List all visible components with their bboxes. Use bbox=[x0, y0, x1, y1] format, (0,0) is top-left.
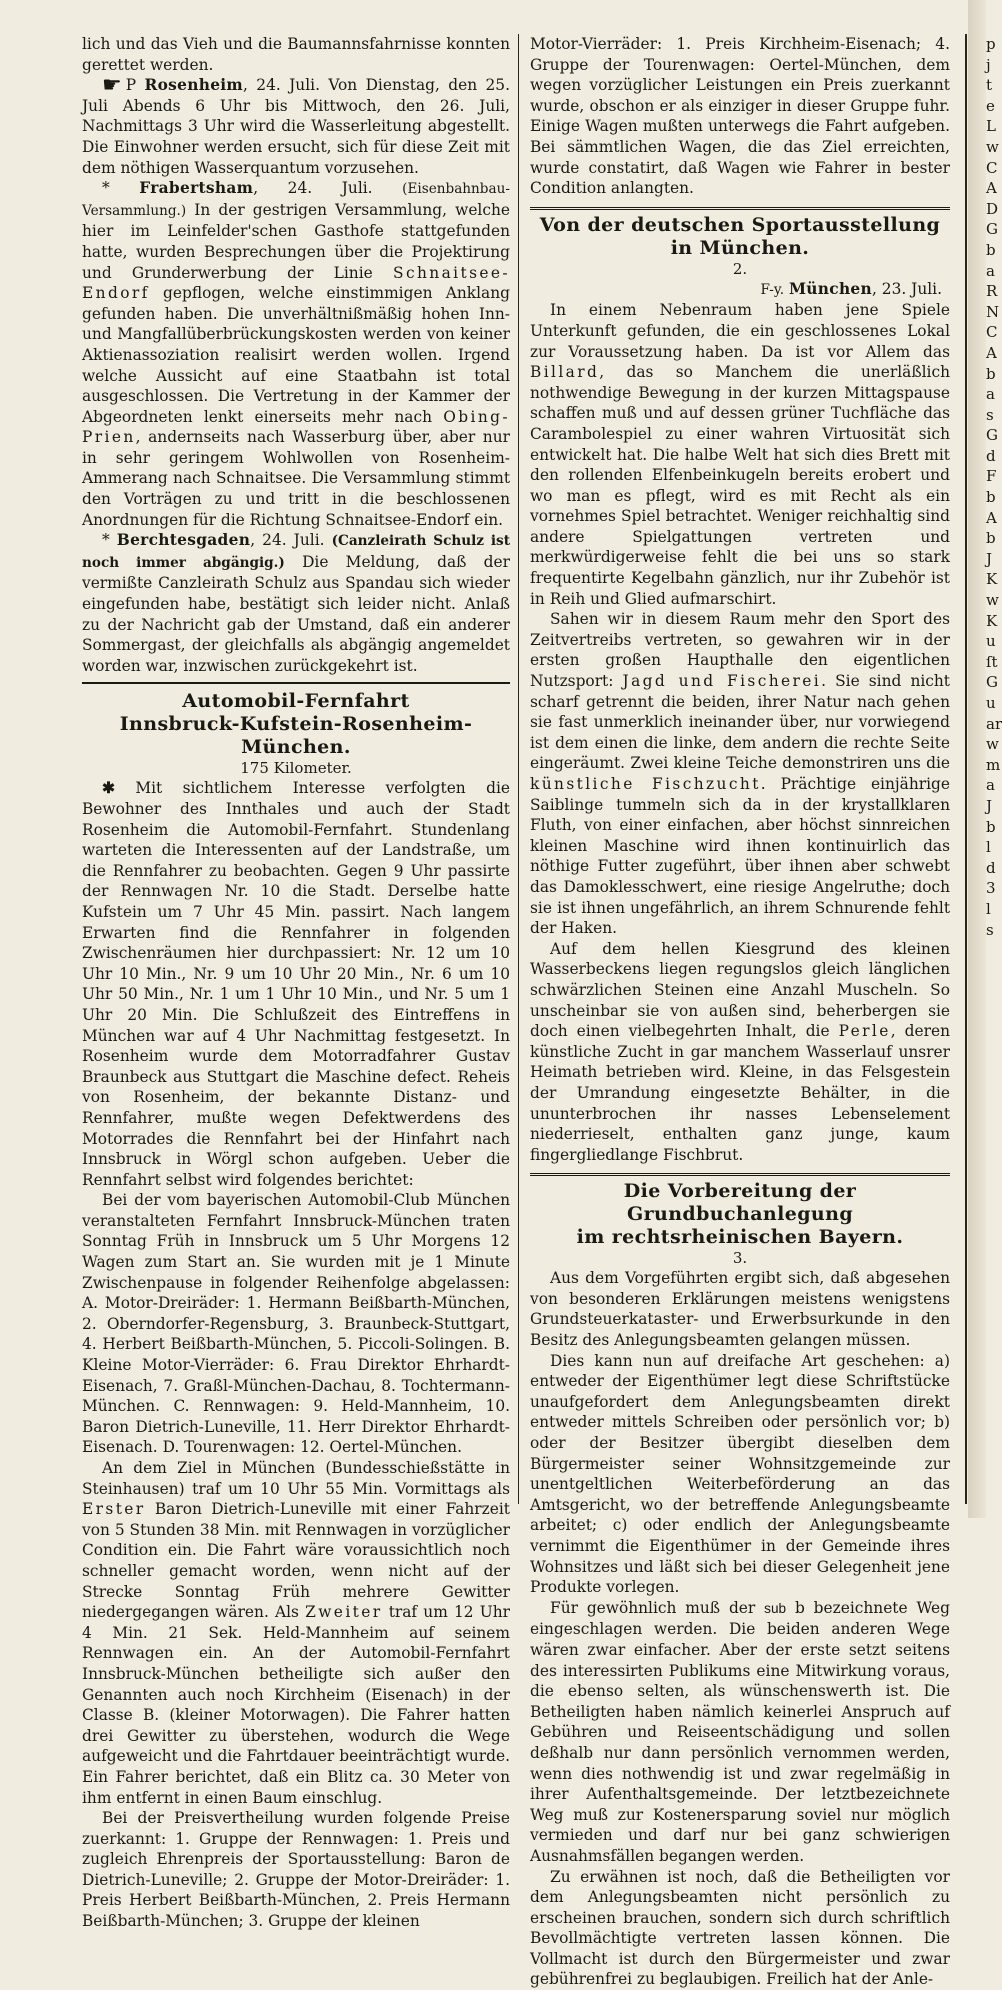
auto-headline-2: Innsbruck-Kufstein-Rosenheim-München. bbox=[82, 713, 510, 759]
cut-off-line: F bbox=[986, 466, 1000, 487]
grund-headline-2: im rechtsrheinischen Bayern. bbox=[530, 1226, 950, 1249]
perle-term: Perle bbox=[839, 1022, 891, 1040]
cut-off-line: b bbox=[986, 817, 1000, 838]
intro-fragment: lich und das Vieh und die Baumannsfahrnisse konnten gerettet werden. bbox=[82, 34, 510, 75]
grund-p3-a: Für gewöhnlich muß der bbox=[550, 1599, 755, 1617]
cut-off-line: K bbox=[986, 611, 1000, 632]
grund-p3-b: b bezeichnete Weg eingeschlagen werden. Die beiden anderen Wege wären zwar einfacher. Aber der erste setzt seitens des interessirten Publikums eine Mitwirkung voraus, die ebenso selten, als wünschenswerth ist. Die Betheiligten haben nämlich keinerlei Anspruch auf Gebühren und Reiseentschädigung und sollen deßhalb nur dann persönlich vernommen werden, wenn dies nothwendig ist und zwar regelmäßig in ihrer Aufenthaltsgemeinde. Der letztbezeichnete Weg muß zur Kostenersparung soviel nur möglich vermieden und darf nur bei ganz schwierigen Ausnahmsfällen begangen werden. bbox=[530, 1599, 950, 1865]
cut-off-line: m bbox=[986, 755, 1000, 776]
cut-off-line: A bbox=[986, 178, 1000, 199]
frabertsham-topic: (Eisenbahnbau-Versammlung.) bbox=[82, 181, 510, 219]
billard-term: Billard bbox=[530, 363, 599, 381]
cut-off-line: 3 bbox=[986, 878, 1000, 899]
cut-off-line: J bbox=[986, 796, 1000, 817]
place-rosenheim: Rosenheim bbox=[145, 76, 244, 94]
grund-paragraph-2: Dies kann nun auf dreifache Art geschehen: a) entweder der Eigenthümer legt diese Schriftstücke unaufgefordert dem Anlegungsbeamten direkt entweder mittels Schreiben oder persönlich vor; b) oder der Besitzer übergibt dieselben dem Bürgermeister seiner Wohnsitzgemeinde zur unentgeltlichen Weiterbeförderung an das Amtsgericht, wo der betreffende Anlegungsbeamte arbeitet; c) oder endlich der Anlegungsbeamte vernimmt die Eigenthümer in der Gemeinde ihres Wohnsitzes und läßt sich bei dieser Gelegenheit jene Produkte vorlegen. bbox=[530, 1351, 950, 1598]
cut-off-line: b bbox=[986, 528, 1000, 549]
cut-off-line: d bbox=[986, 858, 1000, 879]
byline-prefix: F-y. bbox=[760, 282, 784, 298]
cut-off-column bbox=[986, 34, 1000, 940]
sport-headline-1: Von der deutschen Sportausstellung bbox=[530, 214, 950, 237]
auto-p3-c: traf um 12 Uhr 4 Min. 21 Sek. Held-Mannheim auf seinem Rennwagen ein. An der Automobil-Fernfahrt Innsbruck-München betheiligte sich außer den Genannten auch noch Kirchheim (Eisenach) in der Classe B. (kleiner Motorwagen). Die Fahrer hatten drei Gewitter zu überstehen, wodurch die Wege aufgeweicht und die Fahrtdauer beeinträchtigt wurde. Ein Fahrer berichtet, daß ein Blitz ca. 30 Meter von ihm entfernt in einen Baum einschlug. bbox=[82, 1603, 510, 1806]
auto-distance: 175 Kilometer. bbox=[82, 759, 510, 778]
cut-off-line: l bbox=[986, 899, 1000, 920]
line-obing-prien: Obing-Prien bbox=[82, 408, 510, 447]
cut-off-line: a bbox=[986, 775, 1000, 796]
section-divider bbox=[530, 1173, 950, 1176]
notice-prefix: * bbox=[102, 531, 110, 549]
sport-p2-b: . Sie sind nicht scharf getrennt die beiden, ihrer Natur nach gehen sie fast unmerklich ineinander über, nur vorwiegend ist dem einen die linke, dem andern die rechte Seite eingeräumt. Zwei kleine Teiche demonstriren uns die bbox=[530, 672, 950, 772]
cut-off-line: A bbox=[986, 508, 1000, 529]
first-place-label: Erster bbox=[82, 1500, 146, 1518]
notice-prefix: P bbox=[126, 76, 136, 94]
cut-off-line: s bbox=[986, 405, 1000, 426]
fischzucht-term: künstliche Fischzucht bbox=[530, 775, 761, 793]
cut-off-line: ſt bbox=[986, 652, 1000, 673]
sub-term: sub bbox=[764, 1601, 786, 1616]
place-berchtesgaden: Berchtesgaden bbox=[117, 531, 250, 549]
berchtesgaden-topic: (Canzleirath Schulz ist noch immer abgängig.) bbox=[82, 533, 510, 571]
cut-off-line: J bbox=[986, 549, 1000, 570]
cut-off-line: d bbox=[986, 446, 1000, 467]
pointing-hand-icon: ☛ bbox=[102, 73, 122, 98]
cut-off-line: G bbox=[986, 219, 1000, 240]
sport-byline bbox=[530, 279, 950, 301]
sport-part-number: 2. bbox=[530, 260, 950, 279]
section-divider bbox=[530, 207, 950, 210]
cut-off-line: w bbox=[986, 137, 1000, 158]
berchtesgaden-date: , 24. Juli. bbox=[250, 531, 324, 549]
cut-off-line: s bbox=[986, 920, 1000, 941]
grund-part-number: 3. bbox=[530, 1249, 950, 1268]
grund-headline-1: Die Vorbereitung der Grundbuchanlegung bbox=[530, 1180, 950, 1226]
sport-paragraph-3 bbox=[530, 939, 950, 1166]
grund-paragraph-1: Aus dem Vorgeführten ergibt sich, daß abgesehen von besonderen Erklärungen meistens wenigstens Grundsteuerkataster- und Erwerbsurkunde in den Besitz des Anlegungsbeamten gelangen müssen. bbox=[530, 1268, 950, 1350]
line-schnaitsee-endorf: Schnaitsee-Endorf bbox=[82, 264, 510, 303]
jagd-fischerei-term: Jagd und Fischerei bbox=[623, 672, 822, 690]
cut-off-line: C bbox=[986, 158, 1000, 179]
cut-off-line: N bbox=[986, 302, 1000, 323]
cut-off-line: G bbox=[986, 425, 1000, 446]
cut-off-line: p bbox=[986, 34, 1000, 55]
second-place-label: Zweiter bbox=[305, 1603, 382, 1621]
middle-column bbox=[530, 34, 950, 1990]
cut-off-line: w bbox=[986, 734, 1000, 755]
cut-off-line: C bbox=[986, 322, 1000, 343]
cut-off-line: a bbox=[986, 384, 1000, 405]
sport-p2-a: Sahen wir in diesem Raum mehr den Sport des Zeitvertreibs vertreten, so gewahren wir in der ersten großen Haupthalle den eigentlichen Nutzsport: bbox=[530, 610, 950, 690]
cut-off-line: K bbox=[986, 569, 1000, 590]
byline-date: , 23. Juli. bbox=[872, 280, 942, 298]
cut-off-line: D bbox=[986, 199, 1000, 220]
frabertsham-date: , 24. Juli. bbox=[253, 179, 372, 197]
cut-off-line: l bbox=[986, 837, 1000, 858]
cut-off-line: u bbox=[986, 631, 1000, 652]
page-gutter bbox=[968, 0, 986, 1518]
frabertsham-notice bbox=[82, 178, 510, 530]
rosenheim-text: , 24. Juli. Von Dienstag, den 25. Juli Abends 6 Uhr bis Mittwoch, den 26. Juli, Nachmittags 3 Uhr wird die Wasserleitung abgestellt. Die Einwohner werden ersucht, sich für diese Zeit mit dem nöthigen Wasserquantum vorzusehen. bbox=[82, 76, 510, 176]
rosenheim-notice bbox=[82, 75, 510, 178]
notice-prefix: * bbox=[102, 179, 110, 197]
section-divider bbox=[82, 682, 510, 684]
cut-off-line: b bbox=[986, 240, 1000, 261]
cut-off-line: G bbox=[986, 672, 1000, 693]
auto-paragraph-2: Bei der vom bayerischen Automobil-Club München veranstalteten Fernfahrt Innsbruck-München traten Sonntag Früh in Innsbruck um 5 Uhr Morgens 12 Wagen zum Start an. Sie wurden mit je 1 Minute Zwischenpause in folgender Reihenfolge abgelassen: A. Motor-Dreiräder: 1. Hermann Beißbarth-München, 2. Oberndorfer-Regensburg, 3. Braunbeck-Stuttgart, 4. Herbert Beißbarth-München, 5. Piccoli-Solingen. B. Kleine Motor-Vierräder: 6. Frau Direktor Ehrhardt-Eisenach, 7. Graßl-München-Dachau, 8. Tochtermann-München. C. Rennwagen: 9. Held-Mannheim, 10. Baron Dietrich-Luneville, 11. Herr Direktor Ehrhardt-Eisenach. D. Tourenwagen: 12. Oertel-München. bbox=[82, 1190, 510, 1458]
sport-p1-b: , das so Manchem die unerläßlich nothwendige Bewegung in der kurzen Mittagspause schaffen muß und auf dessen grüner Tuchfläche das Carambolespiel zu einer wahren Virtuosität sich entwickelt hat. Die halbe Welt hat sich dies Brett mit den rollenden Elfenbeinkugeln bereits erobert und wo man es pflegt, wird es mit Recht als ein vornehmes Spiel betrachtet. Weniger reichhaltig sind andere Spielgattungen vertreten und merkwürdigerweise fehlt die bei uns so stark frequentirte Kegelbahn gänzlich, nur ihr Zubehör ist in Reih und Glied aufmarschirt. bbox=[530, 363, 950, 608]
frabertsham-text-a: In der gestrigen Versammlung, welche hier im Leinfelder'schen Gasthofe stattgefunden hatte, wurden Besprechungen über die Projektirung und Grunderwerbung der Linie bbox=[82, 201, 510, 282]
berchtesgaden-notice bbox=[82, 530, 510, 676]
grund-paragraph-3 bbox=[530, 1598, 950, 1867]
sport-headline-2: in München. bbox=[530, 237, 950, 260]
asterisk-icon: ✱ bbox=[102, 779, 115, 797]
cut-off-line: e bbox=[986, 96, 1000, 117]
cut-off-line: w bbox=[986, 590, 1000, 611]
sport-p1-a: In einem Nebenraum haben jene Spiele Unterkunft gefunden, die ein geschlossenes Lokal zur Voraussetzung haben. Da ist vor Allem das bbox=[530, 301, 950, 360]
auto-paragraph-1 bbox=[82, 778, 510, 1190]
cut-off-line: u bbox=[986, 693, 1000, 714]
cut-off-line: b bbox=[986, 487, 1000, 508]
auto-continuation: Motor-Vierräder: 1. Preis Kirchheim-Eisenach; 4. Gruppe der Tourenwagen: Oertel-München, dem wegen vorzüglicher Leistungen ein Preis zuerkannt wurde, obschon er als einziger in dieser Gruppe fuhr. Einige Wagen mußten unterwegs die Fahrt aufgeben. Bei sämmtlichen Wagen, die das Ziel erreichten, wurde constatirt, daß Wagen wie Fahrer in bester Condition anlangten. bbox=[530, 34, 950, 199]
sport-p2-c: . Prächtige einjährige Saiblinge tummeln sich da in der krystallklaren Fluth, von einer einfachen, aber höchst sinnreichen kleinen Maschine wird ihnen kontinuirlich das nöthige Futter zugeführt, über ihnen aber schwebt das Damoklesschwert, eine riesige Angelruthe; doch sie ist ihnen ungefährlich, an ihrem Schnurende fehlt der Haken. bbox=[530, 775, 950, 937]
column-rule bbox=[965, 34, 967, 1504]
auto-paragraph-4: Bei der Preisvertheilung wurden folgende Preise zuerkannt: 1. Gruppe der Rennwagen: 1. Preis und zugleich Ehrenpreis der Sportausstellung: Baron de Dietrich-Luneville; 2. Gruppe der Motor-Dreiräder: 1. Preis Herbert Beißbarth-München, 2. Preis Hermann Beißbarth-München; 3. Gruppe der kleinen bbox=[82, 1808, 510, 1932]
column-rule bbox=[518, 34, 519, 1504]
auto-p3-a: An dem Ziel in München (Bundesschießstätte in Steinhausen) traf um 10 Uhr 55 Min. Vormittags als bbox=[82, 1459, 510, 1498]
sport-p3-a: Auf dem hellen Kiesgrund des kleinen Wasserbeckens liegen regungslos gleich länglichen schwärzlichen Steinen eine Anzahl Muscheln. So unscheinbar sie von außen sind, beherbergen sie doch einen vielbegehrten Inhalt, die bbox=[530, 940, 950, 1040]
auto-headline-1: Automobil-Fernfahrt bbox=[82, 690, 510, 713]
cut-off-line: j bbox=[986, 55, 1000, 76]
cut-off-line: L bbox=[986, 116, 1000, 137]
byline-place: München bbox=[789, 280, 872, 298]
cut-off-line: b bbox=[986, 364, 1000, 385]
auto-paragraph-3 bbox=[82, 1458, 510, 1808]
cut-off-line: ar bbox=[986, 714, 1000, 735]
sport-p3-b: , deren künstliche Zucht in gar manchem Wasserlauf unsrer Heimath betrieben wird. Kleine, in das Felsgestein der Umrandung eingesetzte Behälter, in die ununterbrochen ihr nasses Lebenselement niederrieselt, enthalten ganz junge, kaum fingergliedlange Fischbrut. bbox=[530, 1022, 950, 1164]
sport-paragraph-1 bbox=[530, 300, 950, 609]
berchtesgaden-text: Die Meldung, daß der vermißte Canzleirath Schulz aus Spandau sich wieder eingefunden habe, bestätigt sich leider nicht. Anlaß zu der Nachricht gab der Umstand, daß ein anderer Sommergast, der gleichfalls als abgängig angemeldet worden war, inzwischen zurückgekehrt ist. bbox=[82, 553, 510, 675]
cut-off-line: a bbox=[986, 261, 1000, 282]
sport-paragraph-2 bbox=[530, 609, 950, 939]
cut-off-line: t bbox=[986, 75, 1000, 96]
left-column bbox=[82, 34, 510, 1932]
auto-p1-text: Mit sichtlichem Interesse verfolgten die Bewohner des Innthales und auch der Stadt Rosenheim die Automobil-Fernfahrt. Stundenlang warteten die Interessenten auf der Landstraße, um die Rennfahrer zu beobachten. Gegen 9 Uhr passirte der Rennwagen Nr. 10 die Stadt. Derselbe hatte Kufstein um 7 Uhr 45 Min. passirt. Nach langem Erwarten find die Rennfahrer in folgenden Zwischenräumen hier durchpassiert: Nr. 12 um 10 Uhr 10 Min., Nr. 9 um 10 Uhr 20 Min., Nr. 6 um 10 Uhr 50 Min., Nr. 1 um 1 Uhr 10 Min., und Nr. 5 um 1 Uhr 20 Min. Die Schlußzeit des Eintreffens in München war auf 4 Uhr Nachmittag festgesetzt. In Rosenheim wurde dem Motorradfahrer Gustav Braunbeck aus Stuttgart die Maschine defect. Reheis von Rosenheim, der bekannte Distanz- und Rennfahrer, mußte wegen Defektwerdens des Motorrades die Rennfahrt bei der Hinfahrt nach Innsbruck in Wörgl schon aufgeben. Ueber die Rennfahrt selbst wird folgendes berichtet: bbox=[82, 779, 510, 1188]
frabertsham-text-c: , andernseits nach Wasserburg über, aber nur in sehr geringem Wohlwollen von Rosenheim-Ammerang nach Schnaitsee. Die Versammlung stimmt den Vorträgen zu und tritt in die beschlossenen Anordnungen für die Richtung Schnaitsee-Endorf ein. bbox=[82, 428, 510, 528]
auto-p3-b: Baron Dietrich-Luneville mit einer Fahrzeit von 5 Stunden 38 Min. mit Rennwagen in vorzüglicher Condition ein. Die Fahrt wäre voraussichtlich noch schneller gemacht worden, wenn nicht auf der Strecke Sonntag Früh mehrere Gewitter niedergegangen wären. Als bbox=[82, 1500, 510, 1621]
cut-off-line: R bbox=[986, 281, 1000, 302]
cut-off-line: A bbox=[986, 343, 1000, 364]
place-frabertsham: Frabertsham bbox=[139, 179, 253, 197]
frabertsham-text-b: gepflogen, welche einstimmigen Anklang gefunden haben. Die unverhältnißmäßig hohen Inn- und Mangfallüberbrückungskosten werden von keiner Aktienassoziation realisirt werden wollen. Irgend welche Aussicht auf eine Staatbahn ist total ausgeschlossen. Die Vertretung in der Kammer der Abgeordneten lenkt einerseits mehr nach bbox=[82, 284, 510, 426]
grund-paragraph-4: Zu erwähnen ist noch, daß die Betheiligten vor dem Anlegungsbeamten nicht persönlich zu erscheinen brauchen, sondern sich durch schriftlich Bevollmächtigte vertreten lassen können. Die Vollmacht ist durch den Bürgermeister und zwar gebührenfrei zu beglaubigen. Freilich hat der Anle- bbox=[530, 1867, 950, 1990]
